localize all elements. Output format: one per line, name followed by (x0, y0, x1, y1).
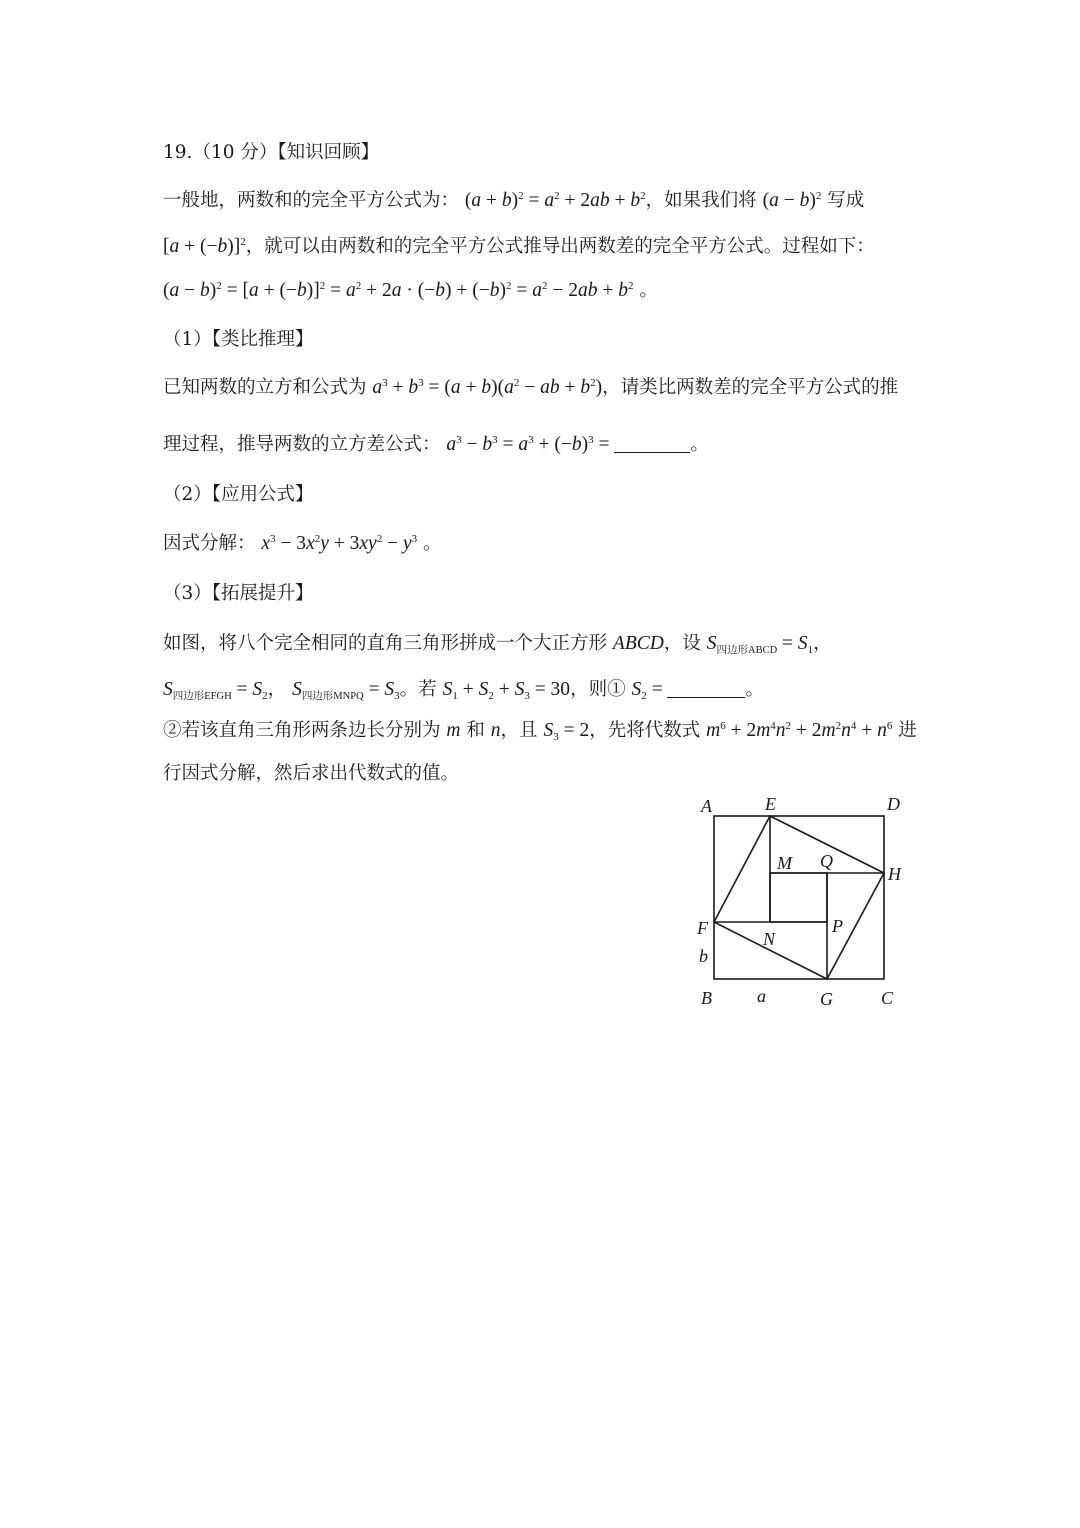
part3-line-4: 行因式分解，然后求出代数式的值。 (163, 763, 460, 784)
geometry-figure (690, 790, 920, 1015)
formula-sum: $S_1 + S_2 + S_3 = 30$ (442, 679, 571, 702)
part3-line-1: 如图，将八个完全相同的直角三角形拼成一个大正方形 ABCD，设 $S_{四边形ABCD} = S_1$， (163, 633, 832, 656)
q2-and: 和 (466, 720, 485, 741)
square-efgh (714, 816, 884, 979)
part1-text: 已知两数的立方和公式为 (163, 377, 367, 398)
formula-s3: $S_{四边形MNPQ} = S_3$ (292, 679, 400, 702)
intro-mid-text: ，如果我们将 (645, 190, 757, 211)
label-h: H (888, 864, 901, 884)
label-m: M (777, 853, 792, 873)
part1-line-2: 理过程，推导两数的立方差公式： $a^3 - b^3 = a^3 + (-b)^3$ = 。 (163, 434, 709, 455)
square-mnpq (770, 873, 827, 922)
part2-line: 因式分解： $x^3 - 3x^2y + 3xy^2 - y^3$ 。 (163, 533, 442, 554)
answer-blank-2[interactable] (667, 679, 745, 698)
subscript-mnpq: 四边形MNPQ (301, 691, 364, 702)
label-f: F (697, 918, 708, 938)
label-q: Q (820, 851, 833, 871)
then-text: ，则① (570, 679, 626, 700)
formula-bracket: $[a + (-b)]^2$ (163, 236, 246, 257)
part1-text-end: ，请类比两数差的完全平方公式的推 (602, 377, 899, 398)
formula-diff-square: $(a - b)^2$ (762, 190, 822, 211)
section-title-review: 【知识回顾】 (277, 142, 380, 163)
label-b-side: b (699, 946, 708, 966)
formula-sum-square: $(a + b)^2 = a^2 + 2ab + b^2$ (464, 190, 646, 211)
part3-label: （3）【拓展提升】 (163, 583, 314, 604)
label-p: P (832, 916, 843, 936)
part1-text-2: 理过程，推导两数的立方差公式： (163, 434, 441, 455)
shape-name: ABCD (612, 633, 664, 654)
formula-s2: $S_{四边形EFGH} = S_2$ (163, 679, 268, 702)
question-header: 19.（10 分）【知识回顾】 (163, 142, 380, 163)
label-e: E (765, 794, 776, 814)
subscript-efgh: 四边形EFGH (172, 691, 232, 702)
label-c: C (881, 988, 894, 1008)
answer-blank-1[interactable] (614, 434, 690, 453)
formula-factor: $x^3 - 3x^2y + 3xy^2 - y^3$ (261, 533, 418, 554)
intro-line2-text: ，就可以由两数和的完全平方公式推导出两数差的完全平方公式。过程如下： (245, 236, 875, 257)
intro-end-text: 写成 (827, 190, 865, 211)
formula-s1: $S_{四边形ABCD} = S_1$ (706, 633, 814, 656)
formula-s2-blank: $S_2$ = (631, 679, 668, 702)
intro-line-2 (163, 234, 875, 260)
part2-label: （2）【应用公式】 (163, 484, 314, 505)
question-score: （10 分） (192, 142, 278, 163)
q2-text: ②若该直角三角形两条边长分别为 (163, 720, 441, 741)
label-g: G (820, 989, 833, 1009)
formula-s3-value: $S_3 = 2$ (543, 720, 590, 743)
part3-set-text: ，设 (663, 633, 701, 654)
q2-first: ，先将代数式 (589, 720, 701, 741)
question-number: 19 (163, 142, 187, 163)
formula-poly: $m^6 + 2m^4n^2 + 2m^2n^4 + n^6$ (706, 720, 893, 741)
intro-line-1 (163, 188, 864, 214)
if-text: 。若 (399, 679, 437, 700)
formula-cube-sum: $a^3 + b^3 = (a + b)(a^2$ − ab + $b^2$) (372, 377, 603, 398)
part3-line-3: ②若该直角三角形两条边长分别为 m 和 n，且 $S_3 = 2$，先将代数式 $m^6 + 2m^4n^2 + 2m^2n^4 + n^6$ 进 (163, 720, 917, 743)
formula-cube-diff: $a^3 - b^3 = a^3 + (-b)^3$ = (446, 434, 615, 455)
subscript-abcd: 四边形ABCD (716, 645, 778, 656)
square-abcd (714, 816, 884, 979)
intro-text: 一般地，两数和的完全平方公式为： (163, 190, 460, 211)
q2-jin: 进 (898, 720, 917, 741)
part1-line-1 (163, 375, 898, 401)
part2-text: 因式分解： (163, 533, 256, 554)
label-a-side: a (757, 986, 766, 1006)
part1-label: （1）【类比推理】 (163, 329, 314, 350)
intro-derivation: $(a - b)^2 = [a + (-b)]^2 = a^2 + 2a \cdot (-b) + (-b)^2 = a^2 - 2ab + b^2$ 。 (163, 280, 658, 301)
label-n: N (763, 929, 776, 949)
q2-also: ，且 (500, 720, 538, 741)
part3-line-2: $S_{四边形EFGH} = S_2$， $S_{四边形MNPQ} = S_3$。若 $S_1 + S_2 + S_3 = 30$，则① $S_2$ = 。 (163, 679, 764, 702)
part3-text: 如图，将八个完全相同的直角三角形拼成一个大正方形 (163, 633, 608, 654)
label-b-corner: B (701, 988, 712, 1008)
label-a-corner: A (701, 796, 712, 816)
label-d: D (887, 794, 900, 814)
